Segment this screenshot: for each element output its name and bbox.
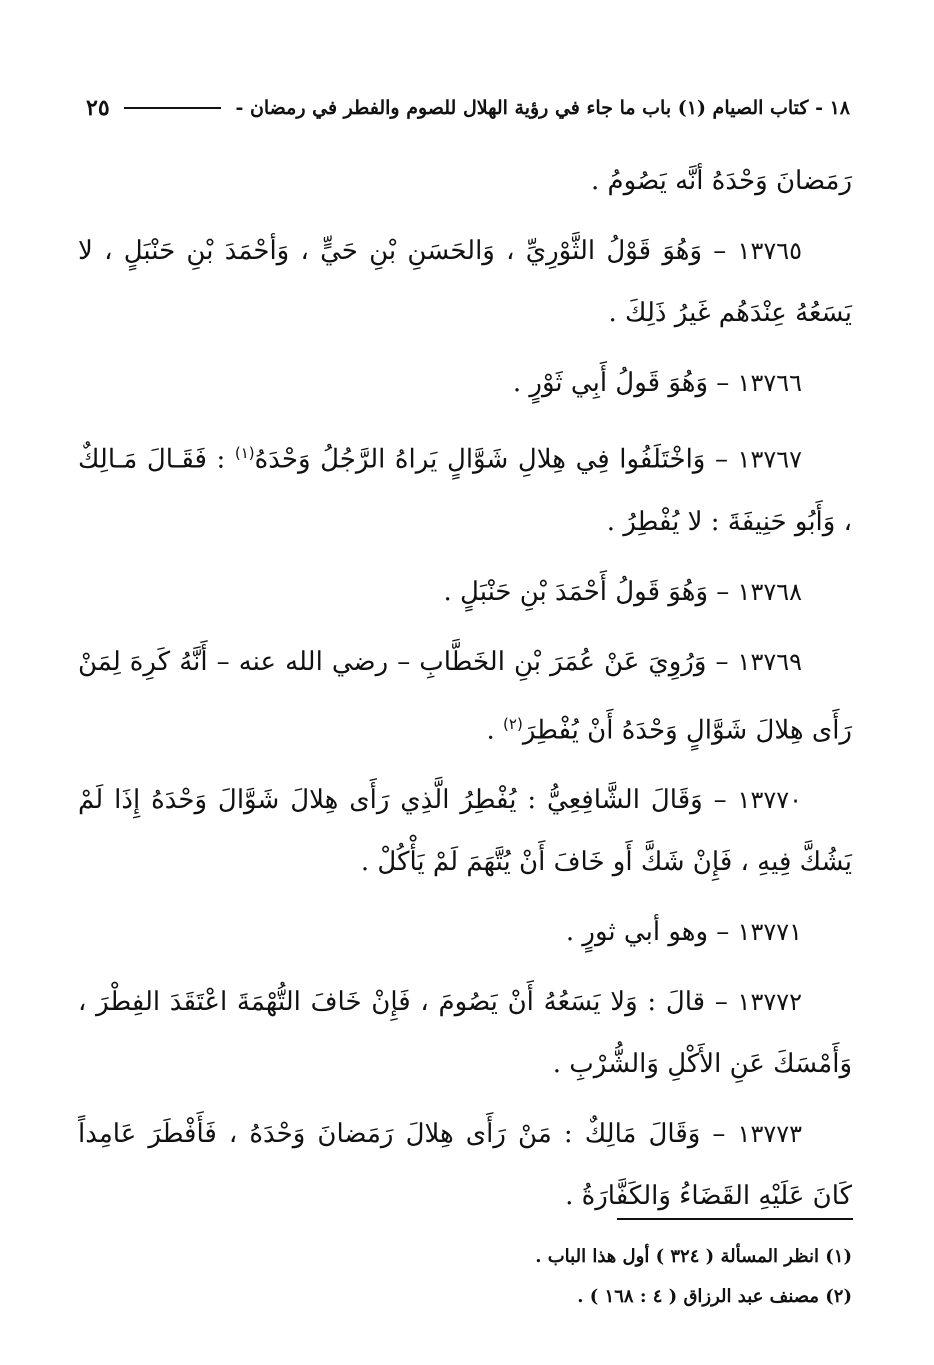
paragraph-13770 — [78, 769, 852, 893]
paragraph-text: – قالَ : وَلا يَسَعُهُ أَنْ يَصُومَ ، فَإِنْ خَافَ التُّهْمَةَ اعْتَقَدَ الفِطْرَ ، وَأَمْسَكَ عَنِ الأَكْلِ وَالشُّرْبِ . — [78, 987, 852, 1080]
paragraph-number: ١٣٧٧٣ — [737, 1120, 802, 1149]
paragraph-number: ١٣٧٧٠ — [737, 786, 802, 815]
paragraph-text: – وَهُوَ قَولُ أَبِي ثَوْرٍ . — [512, 368, 738, 398]
footnote-2: (٢) مصنف عبد الرزاق ( ٤ : ١٦٨ ) . — [577, 1286, 852, 1307]
page-number: ٢٥ — [86, 95, 110, 121]
footnotes — [80, 1240, 852, 1320]
running-header — [80, 88, 850, 128]
paragraph-13767 — [78, 422, 852, 553]
footnote-separator — [617, 1218, 853, 1220]
paragraph-text-cont: : فَقَـالَ مَـالِكٌ ، وَأَبُو حَنِيفَةَ : لا يُفْطِرُ . — [78, 444, 852, 537]
paragraph-text: – وَقَالَ مَالِكٌ : مَنْ رَأَى هِلالَ رَمَضانَ وَحْدَهُ ، فَأَفْطَرَ عَامِداً كَانَ عَلَيْهِ القَضَاءُ وَالكَفَّارَةُ . — [78, 1119, 852, 1212]
footnote-ref: (١) — [234, 444, 255, 462]
paragraph-text: – وَاخْتَلَفُوا فِي هِلالِ شَوَّالٍ يَراهُ الرَّجُلُ وَحْدَهُ — [254, 444, 738, 475]
paragraph-number: ١٣٧٦٧ — [737, 445, 802, 474]
main-text — [78, 150, 852, 1235]
paragraph-text-cont: . — [486, 715, 504, 746]
paragraph-text: – وَهُوَ قَوْلُ الثَّوْرِيِّ ، وَالحَسَنِ بْنِ حَيٍّ ، وَأحْمَدَ بْنِ حَنْبَلٍ ، لا يَسَعُهُ عِنْدَهُم غَيرُ ذَلِكَ . — [78, 236, 852, 328]
paragraph-13772 — [78, 971, 852, 1095]
paragraph-text: – وَرُوِيَ عَنْ عُمَرَ بْنِ الخَطَّابِ – رضي الله عنه – أَنَّهُ كَرِهَ لِمَنْ رَأَى هِلالَ شَوَّالٍ وَحْدَهُ أَنْ يُفْطِرَ — [78, 646, 852, 746]
paragraph-13766 — [78, 352, 852, 414]
paragraph-13768 — [78, 561, 852, 623]
footnote-ref: (٢) — [503, 714, 523, 733]
header-rule — [124, 107, 222, 109]
paragraph-13771 — [78, 901, 852, 963]
paragraph-text: – وَهُوَ قَولُ أَحْمَدَ بْنِ حَنْبَلٍ . — [443, 576, 738, 607]
paragraph-number: ١٣٧٧٢ — [737, 988, 802, 1017]
paragraph-number: ١٣٧٧١ — [737, 918, 802, 947]
paragraph-text: – وَقَالَ الشَّافِعِيُّ : يُفْطِرُ الَّذِي رَأَى هِلالَ شَوَّالَ وَحْدَهُ إِذَا لَمْ يَشُكَّ فِيهِ ، فَإِنْ شَكَّ أَو خَافَ أَنْ يُتَّهَمَ لَمْ يَأْكُلْ . — [78, 785, 852, 878]
paragraph-number: ١٣٧٦٨ — [737, 577, 802, 606]
footnote-1: (١) انظر المسألة ( ٣٢٤ ) أول هذا الباب . — [535, 1246, 852, 1267]
paragraph-number: ١٣٧٦٦ — [737, 369, 802, 397]
paragraph-number: ١٣٧٦٩ — [737, 647, 802, 676]
paragraph-13765 — [78, 220, 852, 344]
paragraph-13773 — [78, 1103, 852, 1227]
paragraph-number: ١٣٧٦٥ — [737, 237, 802, 265]
header-title: ١٨ - كتاب الصيام (١) باب ما جاء في رؤية الهلال للصوم والفطر في رمضان - — [235, 97, 850, 119]
paragraph-13769 — [78, 631, 852, 762]
paragraph-text: رَمَضانَ وَحْدَهُ أنَّه يَصُومُ . — [591, 166, 852, 196]
paragraph-continuation — [78, 150, 852, 212]
paragraph-text: – وهو أبي ثورٍ . — [565, 917, 738, 948]
